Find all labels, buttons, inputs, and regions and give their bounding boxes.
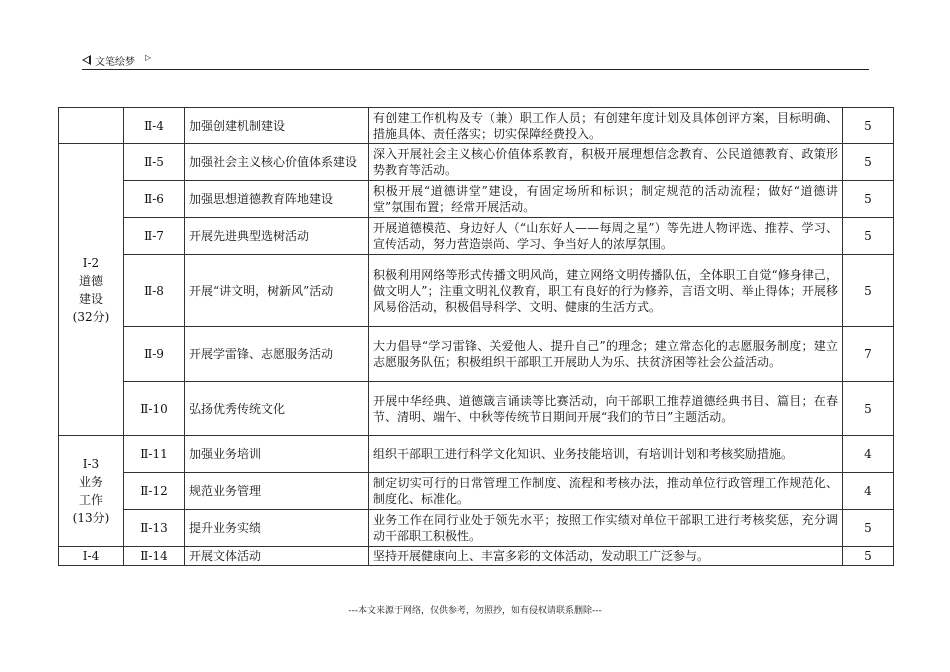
table-row: [59, 510, 894, 547]
item-score: 4: [843, 436, 894, 473]
item-code: Ⅱ-6: [124, 181, 185, 218]
category-cell-i3: [59, 436, 124, 547]
item-standard: 坚持开展健康向上、丰富多彩的文体活动，发动职工广泛参与。: [369, 547, 843, 566]
item-code: Ⅱ-4: [124, 108, 185, 144]
item-score: 5: [843, 181, 894, 218]
item-code: Ⅱ-9: [124, 327, 185, 382]
footer-disclaimer: ---本文来源于网络，仅供参考，勿照抄，如有侵权请联系删除---: [348, 606, 602, 616]
item-code: Ⅱ-11: [124, 436, 185, 473]
item-score: 5: [843, 144, 894, 181]
table-row: [59, 144, 894, 181]
table-row: [59, 327, 894, 382]
item-code: Ⅱ-7: [124, 218, 185, 255]
table-row: [59, 255, 894, 327]
category-name-line2: 工作: [78, 493, 103, 507]
table-row: [59, 108, 894, 144]
item-standard: 积极利用网络等形式传播文明风尚，建立网络文明传播队伍，全体职工自觉“修身律己，做文明人”；注重文明礼仪教育，职工有良好的行为修养，言语文明、举止得体；开展移风易俗活动，积极倡导科学、文明、健康的生活方式。: [369, 255, 843, 327]
item-score: 7: [843, 327, 894, 382]
item-standard: 组织干部职工进行科学文化知识、业务技能培训，有培训计划和考核奖励措施。: [369, 436, 843, 473]
table-row: [59, 473, 894, 510]
item-title: 加强业务培训: [185, 436, 369, 473]
item-score: 5: [843, 510, 894, 547]
item-title: 弘扬优秀传统文化: [185, 382, 369, 436]
item-title: 开展“讲文明，树新风”活动: [185, 255, 369, 327]
item-standard: 有创建工作机构及专（兼）职工作人员；有创建年度计划及具体创评方案，目标明确、措施具体、责任落实；切实保障经费投入。: [369, 108, 843, 144]
item-standard: 深入开展社会主义核心价值体系教育，积极开展理想信念教育、公民道德教育、政策形势教育等活动。: [369, 144, 843, 181]
page-header: [82, 52, 872, 70]
item-score: 5: [843, 547, 894, 566]
table-row: [59, 181, 894, 218]
item-code: Ⅱ-8: [124, 255, 185, 327]
item-score: 5: [843, 382, 894, 436]
item-standard: 开展中华经典、道德箴言诵读等比赛活动，向干部职工推荐道德经典书目、篇目；在春节、清明、端午、中秋等传统节日期间开展“我们的节日”主题活动。: [369, 382, 843, 436]
item-code: Ⅱ-14: [124, 547, 185, 566]
category-code: Ⅰ-2: [82, 255, 100, 270]
category-name-line1: 道德: [78, 273, 103, 288]
header-divider: [82, 69, 869, 70]
category-cell-i4: Ⅰ-4: [59, 547, 124, 566]
item-standard: 积极开展“道德讲堂”建设，有固定场所和标识；制定规范的活动流程；做好“道德讲堂”氛围布置；经常开展活动。: [369, 181, 843, 218]
item-title: 开展文体活动: [185, 547, 369, 566]
item-code: Ⅱ-12: [124, 473, 185, 510]
category-points: (13分): [72, 511, 110, 525]
table-row: [59, 436, 894, 473]
category-cell-empty: [59, 108, 124, 144]
item-code: Ⅱ-13: [124, 510, 185, 547]
item-score: 5: [843, 108, 894, 144]
item-title: 开展学雷锋、志愿服务活动: [185, 327, 369, 382]
table-row: [59, 547, 894, 566]
item-title: 规范业务管理: [185, 473, 369, 510]
triangle-right-icon: ▷: [145, 53, 152, 62]
table-row: [59, 382, 894, 436]
item-code: Ⅱ-5: [124, 144, 185, 181]
item-title: 提升业务实绩: [185, 510, 369, 547]
item-score: 5: [843, 218, 894, 255]
item-standard: 制定切实可行的日常管理工作制度、流程和考核办法，推动单位行政管理工作规范化、制度化、标准化。: [369, 473, 843, 510]
item-title: 加强社会主义核心价值体系建设: [185, 144, 369, 181]
item-standard: 大力倡导“学习雷锋、关爱他人、提升自己”的理念；建立常态化的志愿服务制度；建立志愿服务队伍；积极组织干部职工开展助人为乐、扶贫济困等社会公益活动。: [369, 327, 843, 382]
triangle-left-icon: [82, 55, 91, 65]
item-standard: 业务工作在同行业处于领先水平；按照工作实绩对单位干部职工进行考核奖惩，充分调动干部职工积极性。: [369, 510, 843, 547]
category-name-line1: 业务: [78, 475, 103, 489]
item-code: Ⅱ-10: [124, 382, 185, 436]
evaluation-table: [58, 107, 894, 566]
item-title: 加强创建机制建设: [185, 108, 369, 144]
item-title: 开展先进典型选树活动: [185, 218, 369, 255]
item-score: 5: [843, 255, 894, 327]
category-name-line2: 建设: [78, 291, 103, 306]
category-code: Ⅰ-3: [82, 457, 100, 471]
category-points: (32分): [72, 309, 110, 324]
item-title: 加强思想道德教育阵地建设: [185, 181, 369, 218]
item-score: 4: [843, 473, 894, 510]
item-standard: 开展道德模范、身边好人（“山东好人——每周之星”）等先进人物评选、推荐、学习、宣传活动，努力营造崇尚、学习、争当好人的浓厚氛围。: [369, 218, 843, 255]
header-brand: 文笔绘梦: [95, 57, 135, 68]
category-cell-i2: [59, 144, 124, 436]
table-row: [59, 218, 894, 255]
